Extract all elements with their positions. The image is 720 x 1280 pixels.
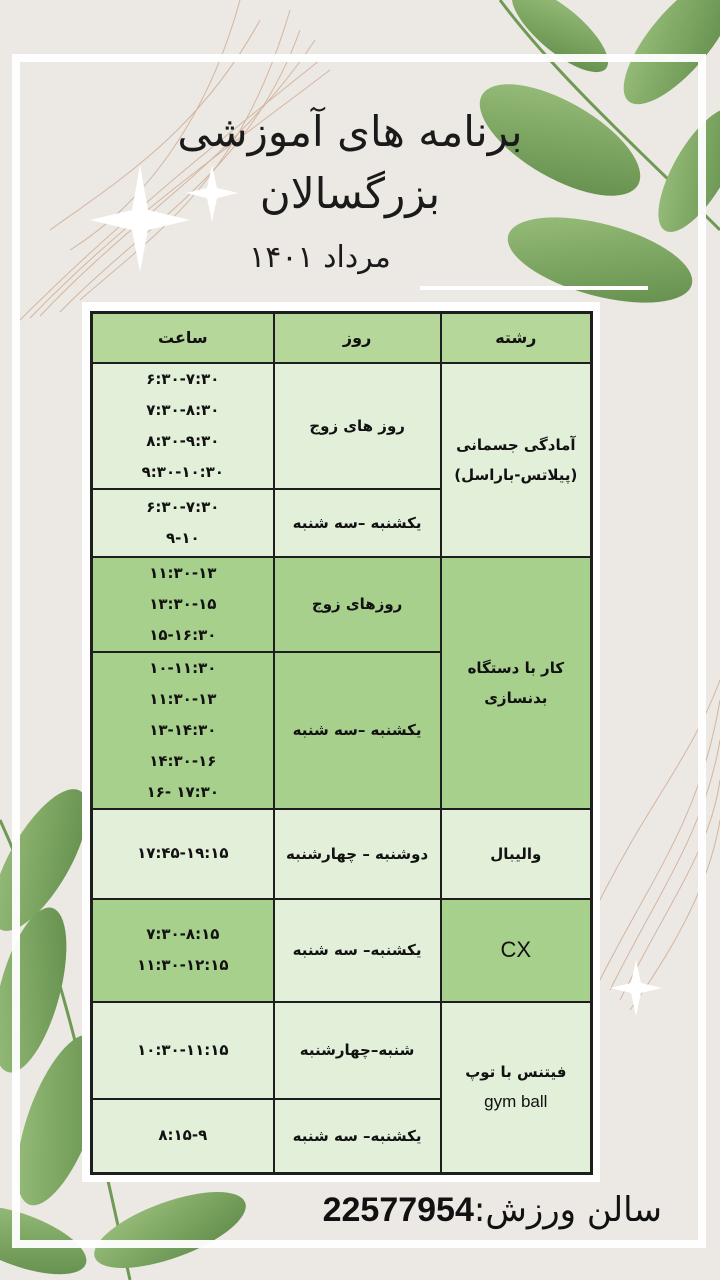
table-row (92, 899, 592, 1002)
machines-day-1: روزهای زوج (274, 557, 441, 652)
time-slot: ۱۷:۴۵-۱۹:۱۵ (137, 844, 229, 862)
cx-field-cell (441, 899, 592, 1002)
fitness-day-1: روز های زوج (274, 363, 441, 489)
time-slot: ۸:۳۰-۹:۳۰ (146, 431, 220, 450)
time-slot: ۱۴:۳۰-۱۶ (149, 751, 217, 770)
machines-field-line2: بدنسازی (484, 688, 548, 707)
header-time: ساعت (92, 313, 274, 363)
table-row (92, 557, 592, 652)
page-title-line1: برنامه های آموزشی (177, 107, 523, 156)
time-slot: ۹:۳۰-۱۰:۳۰ (141, 462, 224, 481)
page-title-line2: بزرگسالان (259, 169, 441, 218)
table-header-row (92, 313, 592, 363)
volleyball-time (92, 809, 274, 899)
time-slot: ۱۵-۱۶:۳۰ (149, 625, 217, 644)
time-slot: ۱۰-۱۱:۳۰ (149, 658, 217, 677)
machines-field-cell (441, 557, 592, 809)
table-row (92, 1002, 592, 1099)
fitness-field-line2: (پیلاتس-باراسل) (454, 465, 578, 484)
cx-times (92, 899, 274, 1002)
fitness-times-2 (92, 489, 274, 557)
footer-phone-number[interactable]: 22577954 (322, 1191, 474, 1229)
gymball-time-1 (92, 1002, 274, 1099)
fitness-day-2: یکشنبه –سه شنبه (274, 489, 441, 557)
footer-contact (232, 1180, 662, 1244)
schedule-table (90, 311, 593, 1175)
footer-label: سالن ورزش: (473, 1190, 662, 1230)
time-slot: ۱۰:۳۰-۱۱:۱۵ (137, 1040, 229, 1059)
machines-times-2 (92, 652, 274, 809)
gymball-field-line1: فیتنس با توپ (465, 1063, 567, 1082)
date-underline (420, 286, 648, 290)
page-date: مرداد ۱۴۰۱ (249, 240, 391, 275)
gymball-field-cell (441, 1002, 592, 1174)
time-slot: ۱۱:۳۰-۱۲:۱۵ (137, 956, 229, 974)
cx-field-label: CX (500, 937, 532, 962)
header-field: رشته (441, 313, 592, 363)
gymball-time-2 (92, 1099, 274, 1174)
cx-day: یکشنبه– سه شنبه (274, 899, 441, 1002)
fitness-times-1 (92, 363, 274, 489)
gymball-field-line2: gym ball (484, 1092, 548, 1112)
time-slot: ۷:۳۰-۸:۳۰ (146, 400, 220, 419)
gymball-day-1: شنبه–چهارشنبه (274, 1002, 441, 1099)
machines-day-2: یکشنبه –سه شنبه (274, 652, 441, 809)
time-slot: ۸:۱۵-۹ (158, 1126, 208, 1145)
time-slot: ۱۳:۳۰-۱۵ (149, 594, 217, 613)
header-day: روز (274, 313, 441, 363)
volleyball-day: دوشنبه – چهارشنبه (274, 809, 441, 899)
gymball-day-2: یکشنبه– سه شنبه (274, 1099, 441, 1174)
fitness-field-line1: آمادگی جسمانی (456, 435, 576, 454)
volleyball-field-cell: والیبال (441, 809, 592, 899)
machines-field-line1: کار با دستگاه (467, 658, 565, 677)
time-slot: ۱۱:۳۰-۱۳ (149, 563, 217, 582)
time-slot: ۶:۳۰-۷:۳۰ (146, 497, 220, 516)
time-slot: ۶:۳۰-۷:۳۰ (146, 369, 220, 388)
machines-times-1 (92, 557, 274, 652)
fitness-field-cell (441, 363, 592, 557)
table-row (92, 363, 592, 489)
time-slot: ۱۶- ۱۷:۳۰ (146, 782, 219, 801)
time-slot: ۱۱:۳۰-۱۳ (149, 689, 217, 708)
time-slot: ۱۳-۱۴:۳۰ (149, 720, 217, 739)
time-slot: ۷:۳۰-۸:۱۵ (146, 925, 220, 943)
time-slot: ۹-۱۰ (165, 528, 200, 547)
table-row (92, 809, 592, 899)
